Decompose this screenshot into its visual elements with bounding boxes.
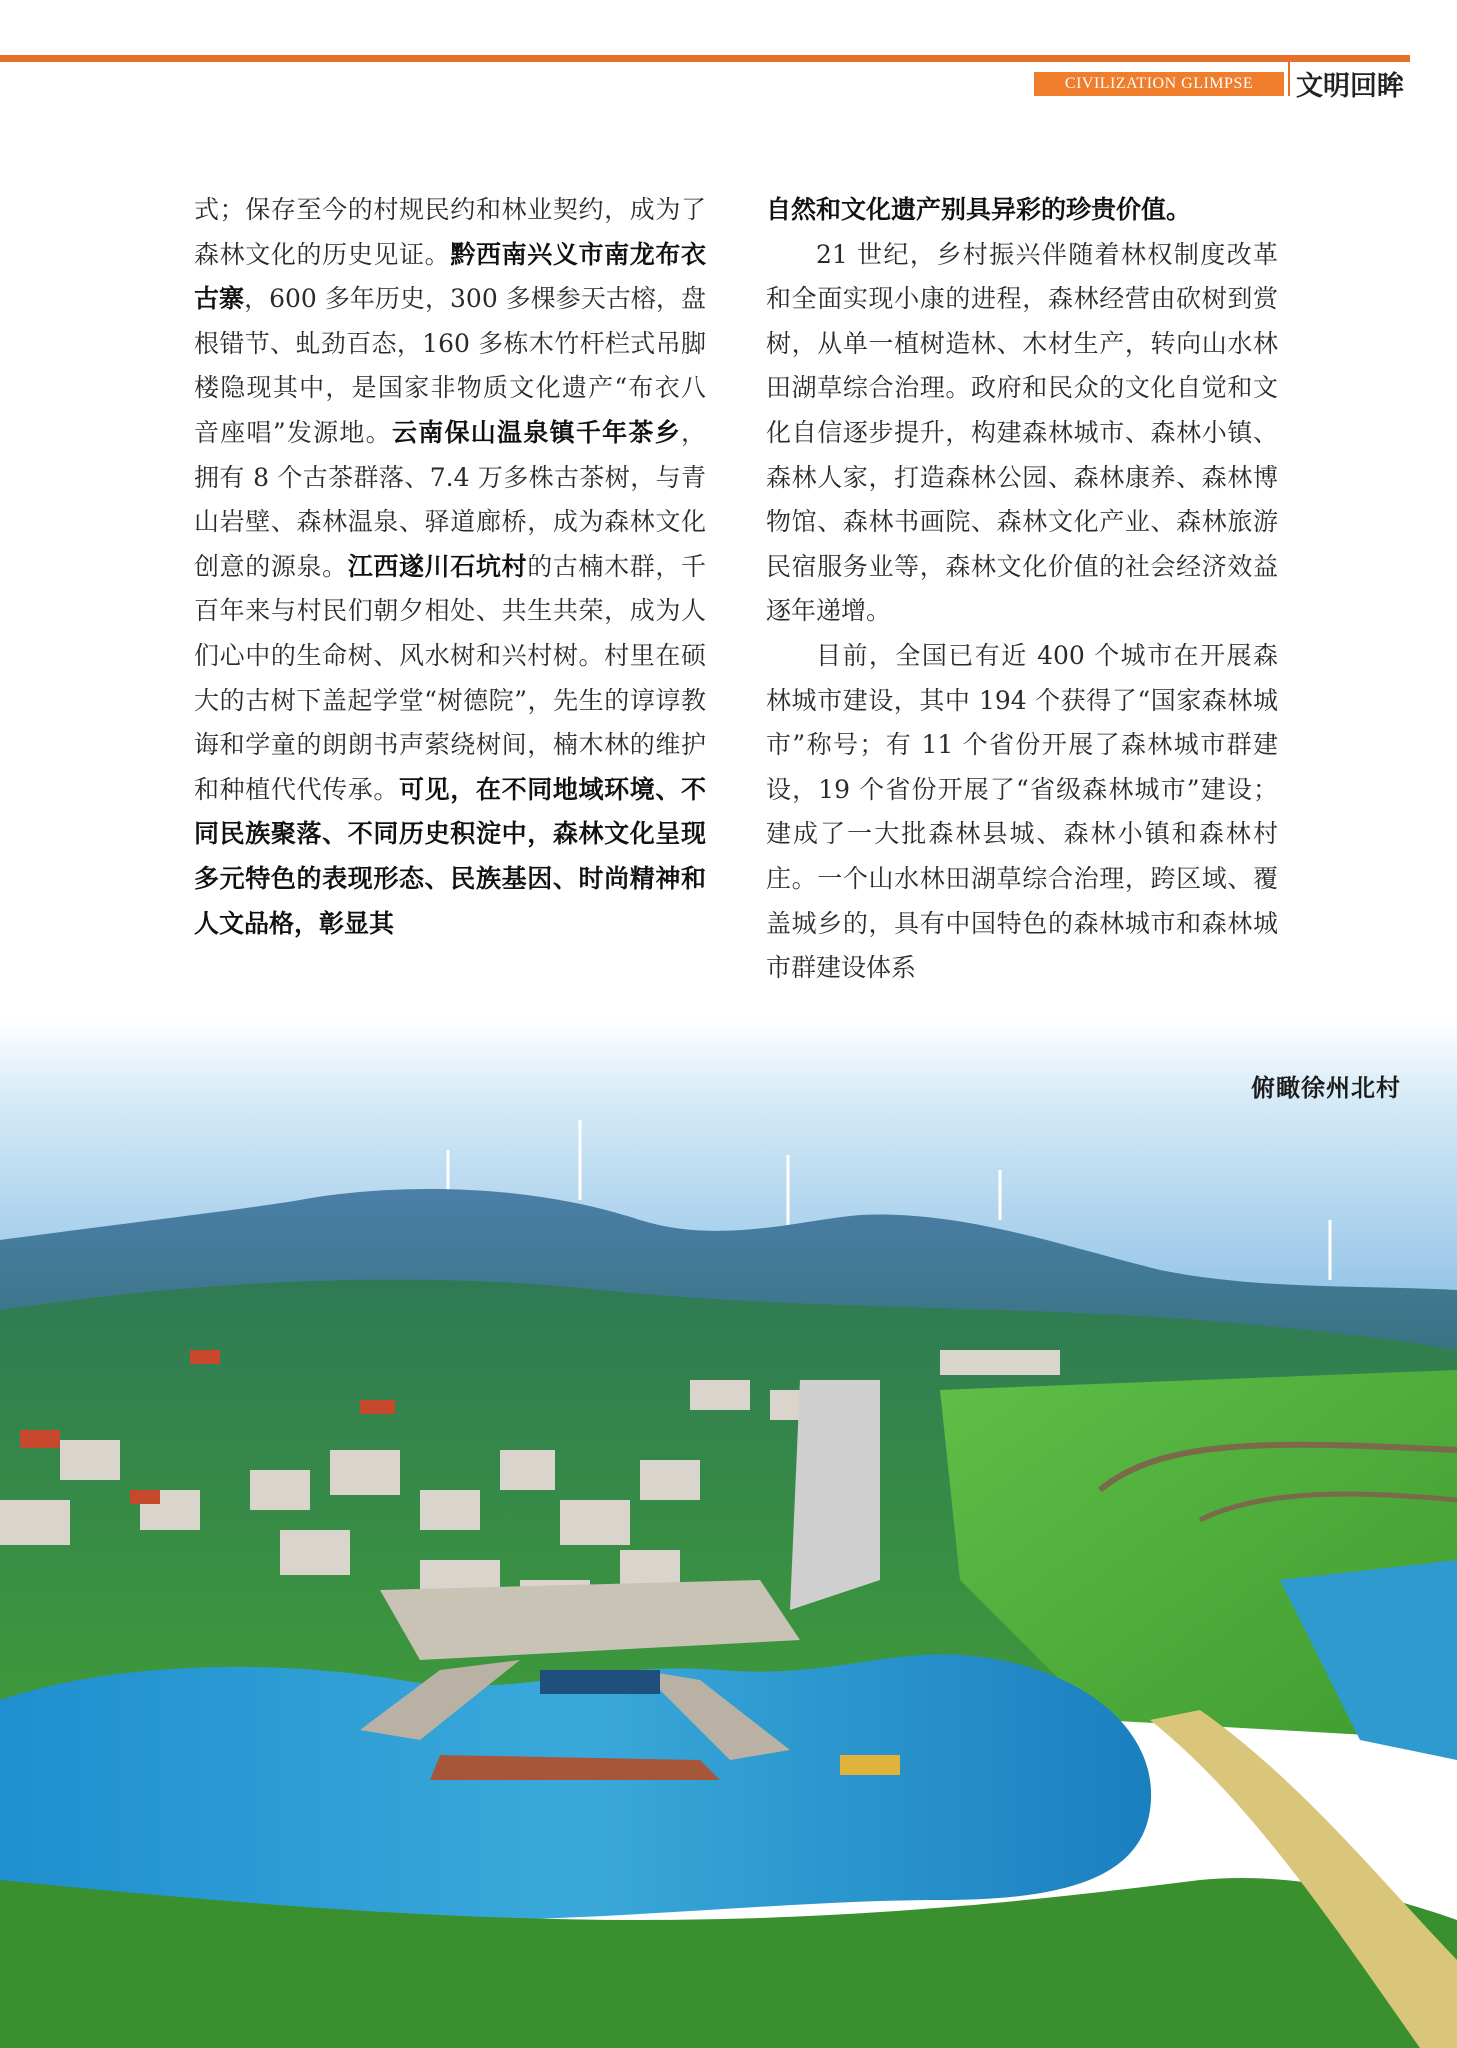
header-rule bbox=[0, 55, 1410, 62]
text-run: ，600 多年历史，300 多棵参天古榕，盘根错节、虬劲百态，160 多栋木竹杆栏式吊脚楼隐现其中，是国家非物质文化遗产“布衣八音座唱”发源地。 bbox=[194, 284, 706, 447]
left-paragraph bbox=[194, 188, 706, 946]
right-paragraph-1: 21 世纪，乡村振兴伴随着林权制度改革和全面实现小康的进程，森林经营由砍树到赏树，从单一植树造林、木材生产，转向山水林田湖草综合治理。政府和民众的文化自觉和文化自信逐步提升，构建森林城市、森林小镇、森林人家，打造森林公园、森林康养、森林博物馆、森林书画院、森林文化产业、森林旅游民宿服务业等，森林文化价值的社会经济效益逐年递增。 bbox=[766, 239, 1278, 626]
bold-run: 江西遂川石坑村 bbox=[347, 551, 528, 581]
bold-run: 黔西南兴义市南龙布衣古寨 bbox=[194, 239, 706, 314]
header-divider bbox=[1288, 62, 1290, 96]
right-paragraph-2: 目前，全国已有近 400 个城市在开展森林城市建设，其中 194 个获得了“国家森林城市”称号；有 11 个省份开展了森林城市群建设，19 个省份开展了“省级森林城市”建设；建成了一大批森林县城、森林小镇和森林村庄。一个山水林田湖草综合治理，跨区域、覆盖城乡的，具有中国特色的森林城市和森林城市群建设体系 bbox=[766, 640, 1278, 983]
section-title: 文明回眸 bbox=[1296, 71, 1404, 102]
left-column bbox=[194, 188, 706, 946]
lake bbox=[0, 1654, 1151, 1920]
bold-run: 自然和文化遗产别具异彩的珍贵价值。 bbox=[766, 195, 1192, 224]
right-paragraph-0 bbox=[766, 188, 1278, 233]
right-column bbox=[766, 188, 1278, 991]
text-run: 的古楠木群，千百年来与村民们朝夕相处、共生共荣，成为人们心中的生命树、风水树和兴村树。村里在硕大的古树下盖起学堂“树德院”，先生的谆谆教诲和学童的朗朗书声萦绕树间，楠木林的维护和种植代代传承。 bbox=[194, 551, 706, 804]
text-run: 式；保存至今的村规民约和林业契约，成为了森林文化的历史见证。 bbox=[194, 195, 706, 269]
bold-run: 可见，在不同地域环境、不同民族聚落、不同历史积淀中，森林文化呈现多元特色的表现形态、民族基因、时尚精神和人文品格，彰显其 bbox=[194, 774, 706, 938]
photo-caption: 俯瞰徐州北村 bbox=[1251, 1074, 1401, 1102]
village-aerial-photo bbox=[0, 1020, 1457, 2048]
section-tag-en: CIVILIZATION GLIMPSE bbox=[1034, 72, 1284, 96]
text-run: ，拥有 8 个古茶群落、7.4 万多株古茶树，与青山岩壁、森林温泉、驿道廊桥，成为森林文化创意的源泉。 bbox=[194, 417, 706, 581]
bold-run: 云南保山温泉镇千年茶乡 bbox=[391, 417, 681, 447]
street-buildings bbox=[790, 1380, 880, 1610]
